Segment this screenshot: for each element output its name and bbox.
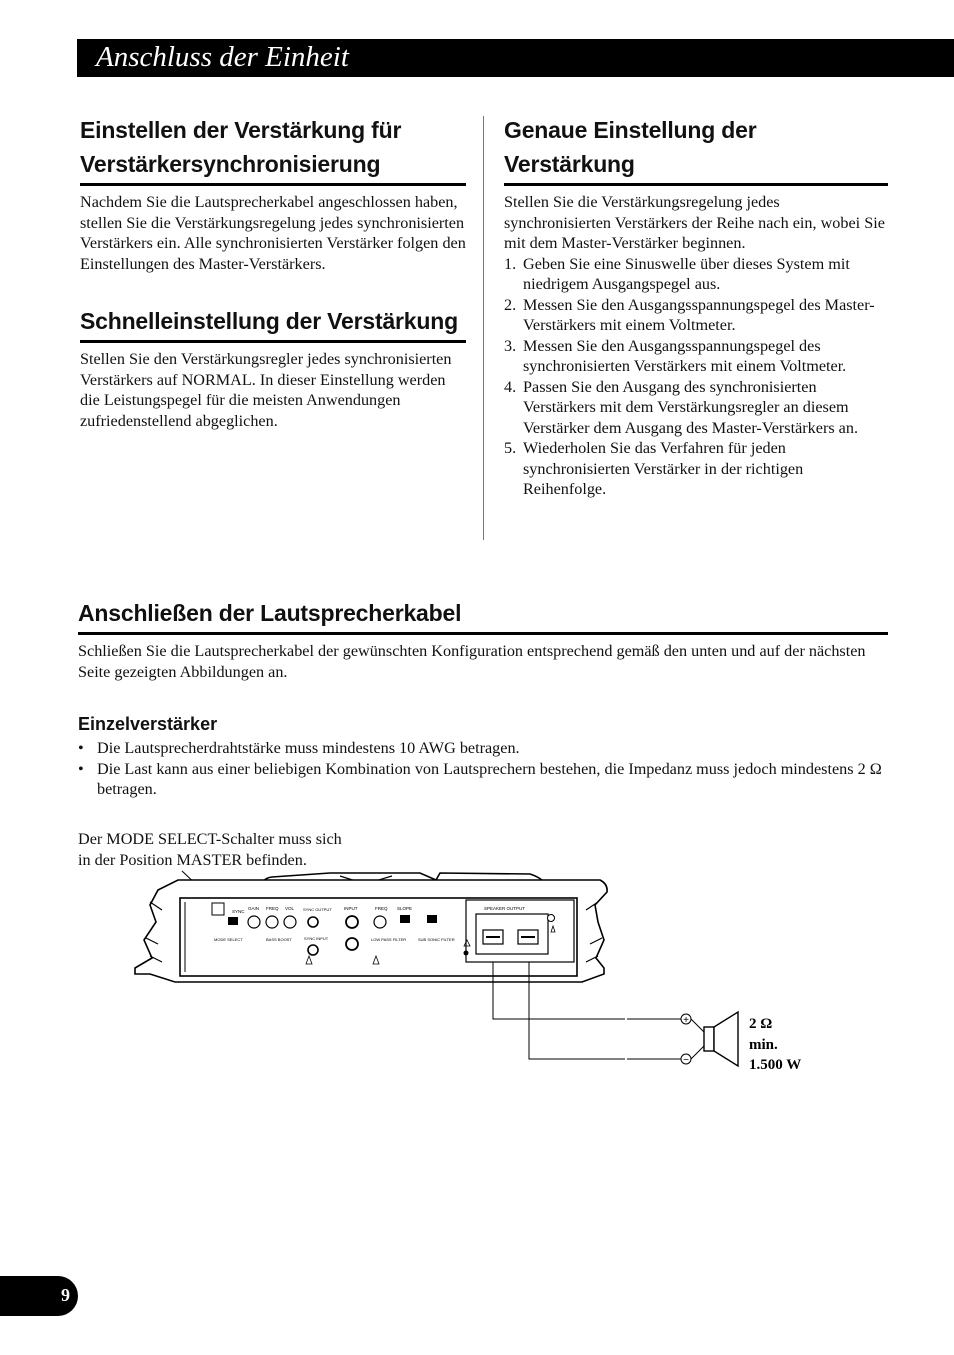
panel-screw bbox=[548, 915, 555, 922]
label-sync: SYNC bbox=[232, 909, 245, 914]
speaker-cone bbox=[714, 1012, 738, 1066]
page-number: 9 bbox=[61, 1285, 70, 1305]
section-title-quick-gain: Schnelleinstellung der Verstärkung bbox=[80, 304, 466, 343]
label-vol: VOL bbox=[285, 906, 295, 911]
page-number-tab bbox=[0, 1276, 78, 1316]
list-item: 3. Messen Sie den Ausgangsspannungspegel des synchronisierten Verstärkers mit einem Voltmeter. bbox=[504, 336, 847, 375]
label-sync-input: SYNC INPUT bbox=[304, 936, 329, 941]
slope-switch bbox=[400, 915, 410, 923]
subsection-title-single-amp: Einzelverstärker bbox=[78, 714, 218, 734]
section-title-precise-gain: Genaue Einstellung der Verstärkung bbox=[504, 113, 888, 186]
label-input: INPUT bbox=[344, 906, 358, 911]
label-freq-2: FREQ bbox=[375, 906, 388, 911]
freq-2-knob bbox=[374, 916, 386, 928]
label-bass-boost: BASS BOOST bbox=[266, 937, 292, 942]
list-item: 5. Wiederholen Sie das Verfahren für jeden synchronisierten Verstärker in der richtigen Reihenfolge. bbox=[504, 439, 804, 498]
section-title-sync-gain: Einstellen der Verstärkung für Verstärkersynchronisierung bbox=[80, 113, 466, 186]
section-body-sync-gain: Nachdem Sie die Lautsprecherkabel angeschlossen haben, stellen Sie die Verstärkungsregelung jedes synchronisierten Verstärkers ein. Alle synchronisierten Verstärker folgen den Einstellungen des Master-Verstärkers. bbox=[80, 193, 466, 273]
list-item: 2. Messen Sie den Ausgangsspannungspegel des Master-Verstärkers mit einem Voltmeter. bbox=[504, 295, 875, 334]
label-gain: GAIN bbox=[248, 906, 260, 911]
sync-input-jack bbox=[308, 945, 318, 955]
list-item: • Die Last kann aus einer beliebigen Kombination von Lautsprechern bestehen, die Impedanz muss jedoch mindestens 2 Ω betragen. bbox=[78, 759, 882, 798]
label-sub-sonic: SUB SONIC FILTER bbox=[418, 937, 455, 942]
power-led bbox=[464, 951, 469, 956]
mode-switch-slider bbox=[228, 917, 238, 925]
label-sync-output: SYNC OUTPUT bbox=[303, 907, 332, 912]
section-body-quick-gain: Stellen Sie den Verstärkungsregler jedes synchronisierten Verstärkers auf NORMAL. In dieser Einstellung werden die Leistungspegel für die meisten Anwendungen zufriedenstellend abgeglichen. bbox=[80, 350, 452, 430]
callout-line-1: Der MODE SELECT-Schalter muss sich bbox=[78, 830, 342, 848]
label-slope: SLOPE bbox=[397, 906, 413, 911]
section-intro-precise-gain: Stellen Sie die Verstärkungsregelung jedes synchronisierten Verstärkers der Reihe nach ein, wobei Sie mit dem Master-Verstärker beginnen. bbox=[504, 193, 885, 252]
sync-output-jack bbox=[308, 917, 318, 927]
page-title: Anschluss der Einheit bbox=[96, 41, 349, 73]
label-freq: FREQ bbox=[266, 906, 279, 911]
section-body-speaker-cables: Schließen Sie die Lautsprecherkabel der gewünschten Konfiguration entsprechend gemäß den unten und auf der nächsten Seite gezeigten Abbildungen an. bbox=[78, 642, 866, 681]
freq-knob bbox=[266, 916, 278, 928]
list-item: 4. Passen Sie den Ausgang des synchronisierten Verstärkers mit dem Verstärkungsregler an diesem Verstärker dem Ausgang des Master-Verstärkers an. bbox=[504, 377, 859, 437]
list-item: • Die Lautsprecherdrahtstärke muss mindestens 10 AWG betragen. bbox=[78, 739, 520, 757]
input-jack-r bbox=[346, 938, 358, 950]
callout-line-2: in der Position MASTER befinden. bbox=[78, 850, 307, 869]
input-jack-l bbox=[346, 916, 358, 928]
section-title-speaker-cables: Anschließen der Lautsprecherkabel bbox=[78, 596, 888, 635]
sub-sonic-switch bbox=[427, 915, 437, 923]
label-mode-select: MODE SELECT bbox=[214, 937, 243, 942]
spec-min: min. bbox=[749, 1037, 778, 1053]
spec-impedance: 2 Ω bbox=[749, 1016, 773, 1032]
label-speaker-output: SPEAKER OUTPUT bbox=[484, 906, 526, 911]
mode-select-switch bbox=[212, 903, 224, 915]
gain-knob bbox=[248, 916, 260, 928]
label-low-pass: LOW PASS FILTER bbox=[371, 937, 407, 942]
vol-knob bbox=[284, 916, 296, 928]
list-item: 1. Geben Sie eine Sinuswelle über dieses System mit niedrigem Ausgangspegel aus. bbox=[504, 254, 850, 293]
minus-sign: − bbox=[683, 1055, 689, 1066]
spec-power: 1.500 W bbox=[749, 1057, 802, 1073]
speaker-icon bbox=[704, 1027, 714, 1051]
plus-sign: + bbox=[683, 1015, 689, 1026]
